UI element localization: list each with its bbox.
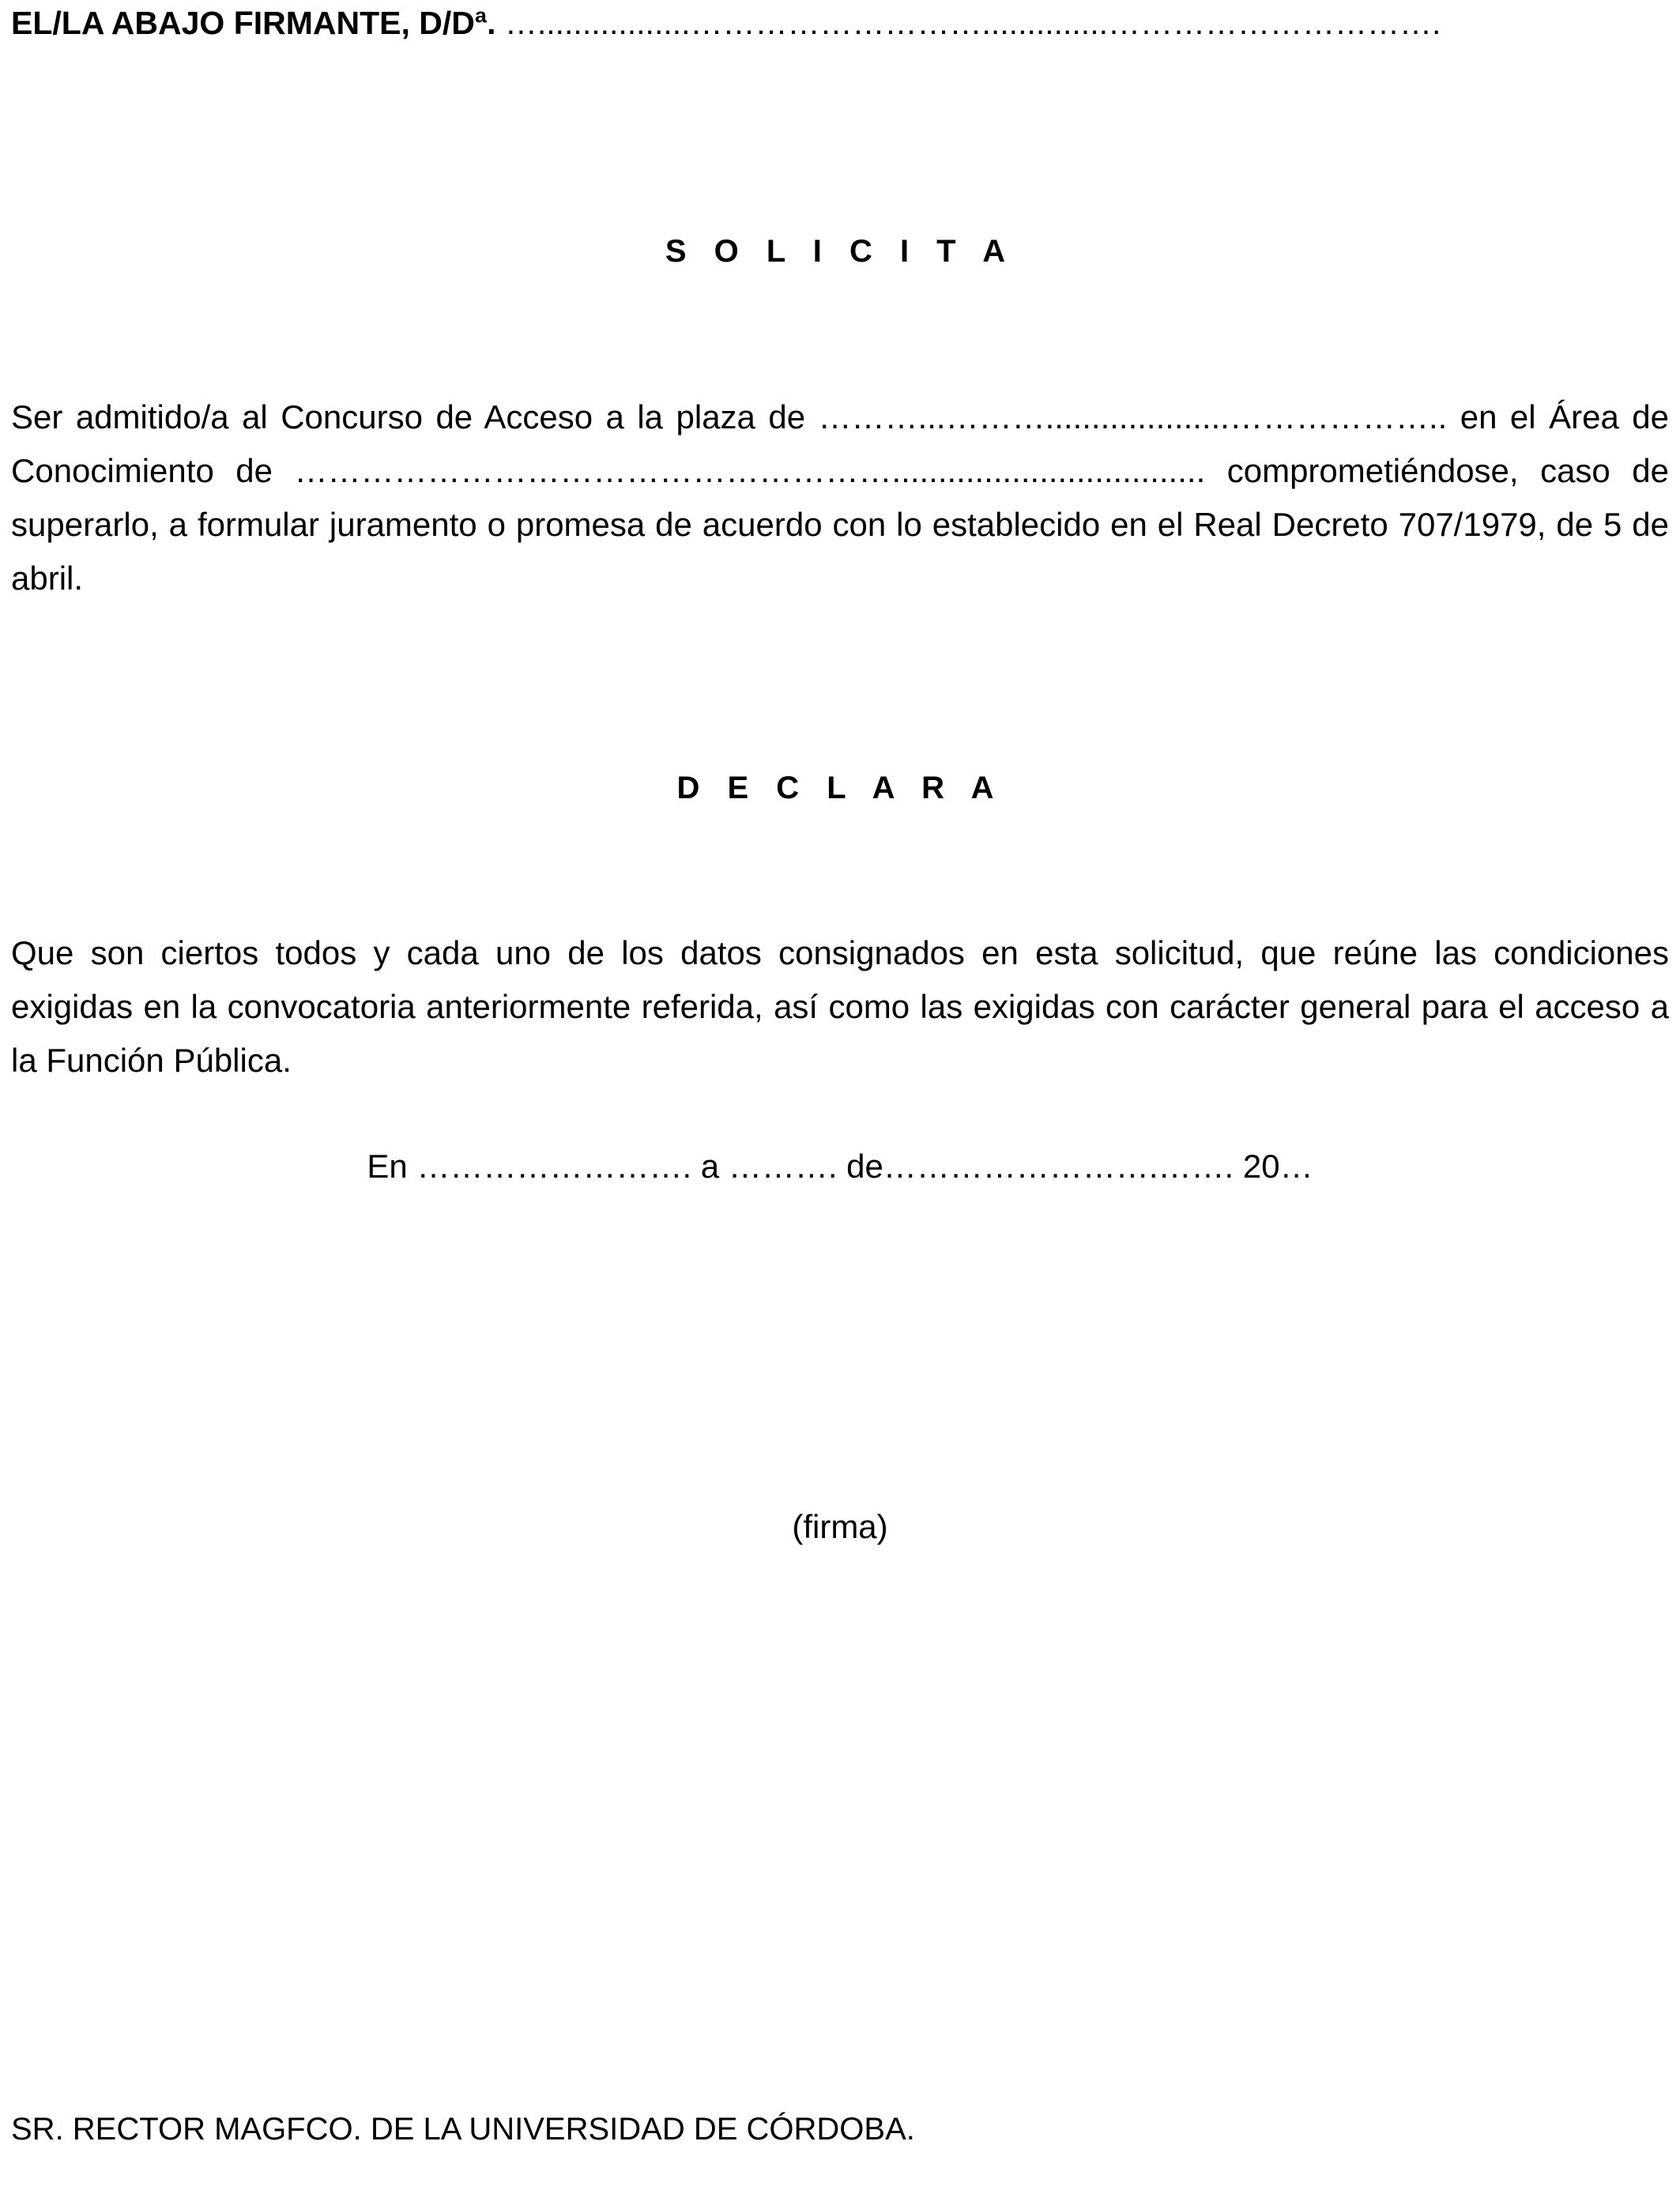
applicant-name-blank: ….................………………………..............………………………….: [495, 5, 1441, 41]
addressee-line: SR. RECTOR MAGFCO. DE LA UNIVERSIDAD DE CÓRDOBA.: [11, 2112, 915, 2147]
solicita-paragraph: Ser admitido/a al Concurso de Acceso a la plaza de ………...………....................……………….. en el Área de Conocimiento de ……………………………………………….................................. comprometiéndose, caso de superarlo, a formular juramento o promesa de acuerdo con lo establecido en el Real Decreto 707/1979, de 5 de abril.: [11, 398, 1669, 597]
place-date-line: En ……………………. a ………. de…………………….……. 20…: [367, 1148, 1313, 1185]
declara-paragraph: Que son ciertos todos y cada uno de los datos consignados en esta solicitud, que reúne las condiciones exigidas en la convocatoria anteriormente referida, así como las exigidas con carácter general para el acceso a la Función Pública.: [11, 934, 1669, 1079]
applicant-name-line: [11, 5, 1671, 42]
solicita-heading: S O L I C I T A: [665, 234, 1015, 269]
signature-label: (firma): [792, 1508, 888, 1545]
applicant-label: EL/LA ABAJO FIRMANTE, D/Dª.: [11, 5, 496, 41]
declara-heading: D E C L A R A: [676, 771, 1004, 805]
